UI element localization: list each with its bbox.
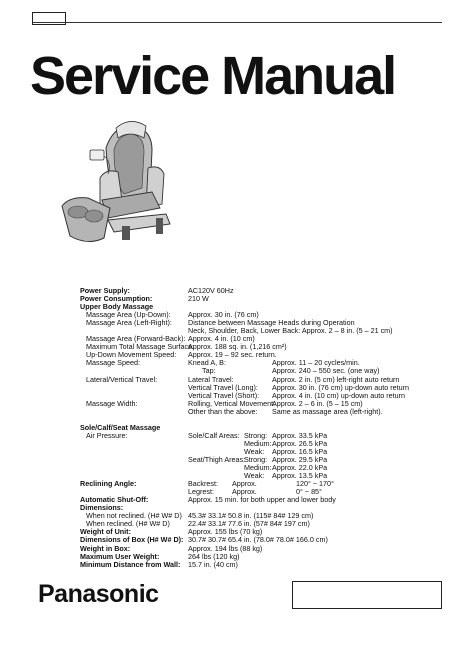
spec-reclining-legrest: Legrest: Approx. 0° ~ 85° [188, 487, 322, 497]
spec-massage-speed-tap: Tap: Approx. 240 – 550 sec. (one way) [202, 366, 380, 376]
spec-dimensions: Dimensions: [80, 503, 124, 513]
spec-min-wall: Minimum Distance from Wall: 15.7 in. (40 cm) [80, 559, 238, 569]
heading-seat-massage: Sole/Calf/Seat Massage [80, 422, 161, 432]
spec-area-forward: Massage Area (Forward-Back): Approx. 4 in. (10 cm) [86, 334, 255, 344]
massage-chair-illustration [48, 108, 198, 248]
page-title: Service Manual [30, 46, 396, 106]
spec-power-consumption: Power Consumption: 210 W [80, 294, 209, 304]
spec-area-leftright: Massage Area (Left-Right): Distance between Massage Heads during Operation [86, 318, 355, 328]
model-number-box [292, 581, 442, 609]
spec-massage-width: Massage Width: Rolling, Vertical Movement: Approx. 2 – 6 in. (5 – 15 cm) [86, 398, 363, 408]
top-label-box [32, 12, 66, 25]
spec-max-surface: Maximum Total Massage Surface: Approx. 188 sq. in. (1,216 cm²) [86, 342, 287, 352]
heading-upper-body: Upper Body Massage [80, 302, 154, 312]
spec-area-updown: Massage Area (Up-Down): Approx. 30 in. (76 cm) [86, 310, 259, 320]
spec-vertical-short: Vertical Travel (Short): Approx. 4 in. (10 cm) up-down auto return [188, 390, 406, 400]
spec-updown-speed: Up-Down Movement Speed: Approx. 19 – 92 sec. return. [86, 350, 277, 360]
spec-reclining-backrest: Reclining Angle: Backrest: Approx. 120° ~ 170° [80, 479, 334, 489]
specifications [80, 287, 460, 569]
spec-dim-not-reclined: When not reclined. (H# W# D) 45.3# 33.1# 50.8 in. (115# 84# 129 cm) [86, 511, 314, 521]
spec-air-strong-thigh: Seat/Thigh Areas: Strong: Approx. 29.5 kPa [188, 454, 328, 464]
title-rule [32, 22, 442, 23]
spec-air-weak-thigh: Weak: Approx. 13.5 kPa [244, 471, 328, 481]
brand-logo: Panasonic [38, 580, 159, 608]
spec-weight: Weight of Unit: Approx. 155 lbs (70 kg) [80, 527, 263, 537]
spec-power-supply: Power Supply: AC120V 60Hz [80, 286, 234, 295]
spec-air-medium-sole: Medium: Approx. 26.5 kPa [244, 438, 328, 448]
spec-air-strong-sole: Air Pressure: Sole/Calf Areas: Strong: Approx. 33.5 kPa [86, 430, 328, 440]
spec-area-leftright-detail: Neck, Shoulder, Back, Lower Back: Approx. 2 – 8 in. (5 – 21 cm) [188, 326, 393, 336]
spec-dim-reclined: When reclined. (H# W# D) 22.4# 33.1# 77.6 in. (57# 84# 197 cm) [86, 519, 310, 529]
spec-massage-width-other: Other than the above: Same as massage area (left-right). [188, 406, 383, 416]
spec-air-weak-sole: Weak: Approx. 16.5 kPa [244, 446, 328, 456]
spec-box-dims: Dimensions of Box (H# W# D): 30.7# 30.7# 65.4 in. (78.0# 78.0# 166.0 cm) [80, 535, 328, 545]
spec-max-user: Maximum User Weight: 264 lbs (120 kg) [80, 551, 240, 561]
spec-air-medium-thigh: Medium: Approx. 22.0 kPa [244, 463, 328, 473]
spec-vertical-long: Vertical Travel (Long): Approx. 30 in. (76 cm) up-down auto return [188, 382, 410, 392]
spec-shutoff: Automatic Shut-Off: Approx. 15 min. for both upper and lower body [80, 495, 336, 505]
spec-massage-speed: Massage Speed: Knead A, B: Approx. 11 – 20 cycles/min. [86, 358, 360, 368]
spec-lateral-travel: Lateral/Vertical Travel: Lateral Travel: Approx. 2 in. (5 cm) left-right auto return [86, 374, 400, 384]
spec-box-weight: Weight in Box: Approx. 194 lbs (88 kg) [80, 543, 263, 553]
